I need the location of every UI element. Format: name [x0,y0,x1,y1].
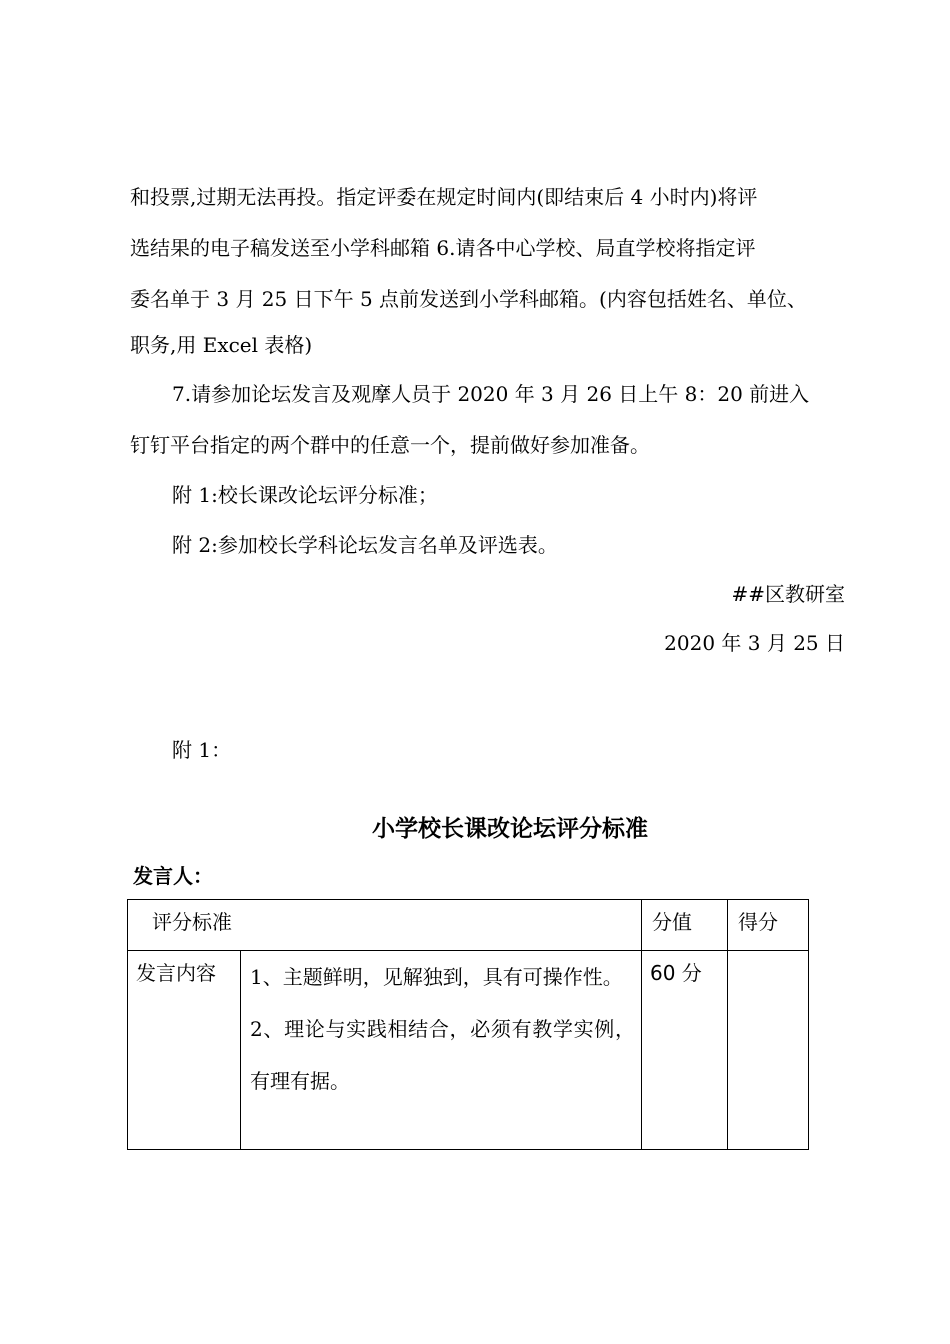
signature-org: ##区教研室 [731,582,845,606]
header-score: 得分 [738,910,778,934]
signature-date: 2020 年 3 月 25 日 [664,631,845,655]
body-line-4: 职务,用 Excel 表格) [130,333,313,357]
attachment-1: 附 1:校长课改论坛评分标准； [172,483,438,507]
attachment-2: 附 2:参加校长学科论坛发言名单及评选表。 [172,533,558,557]
item-7-line-1: 7.请参加论坛发言及观摩人员于 2020 年 3 月 26 日上午 8：20 前进入 [172,382,810,406]
category-cell [128,951,241,1150]
score-cell[interactable] [728,951,809,1150]
criteria-item-2: 2、理论与实践相结合，必须有教学实例，有理有据。 [250,1017,635,1093]
header-criteria-cell [128,900,642,951]
table-header-row [128,900,809,951]
header-score-cell [728,900,809,951]
header-criteria: 评分标准 [152,910,232,934]
score-text [728,951,808,961]
value-text: 60 分 [650,961,702,985]
table-row [128,951,809,1150]
appendix-label: 附 1： [172,738,232,762]
body-line-3: 委名单于 3 月 25 日下午 5 点前发送到小学科邮箱。(内容包括姓名、单位、 [130,287,807,311]
header-value-cell [642,900,728,951]
item-7-line-2: 钉钉平台指定的两个群中的任意一个，提前做好参加准备。 [130,433,650,457]
scoring-table [127,899,809,1150]
header-value: 分值 [652,910,692,934]
body-line-1: 和投票,过期无法再投。指定评委在规定时间内(即结束后 4 小时内)将评 [130,185,758,209]
scoring-title: 小学校长课改论坛评分标准 [372,816,648,842]
body-line-2: 选结果的电子稿发送至小学科邮箱 6.请各中心学校、局直学校将指定评 [130,236,756,260]
criteria-cell [241,951,642,1150]
value-cell [642,951,728,1150]
category-label: 发言内容 [136,961,216,985]
speaker-label: 发言人： [133,864,213,888]
criteria-item-1: 1、主题鲜明，见解独到，具有可操作性。 [250,965,623,989]
